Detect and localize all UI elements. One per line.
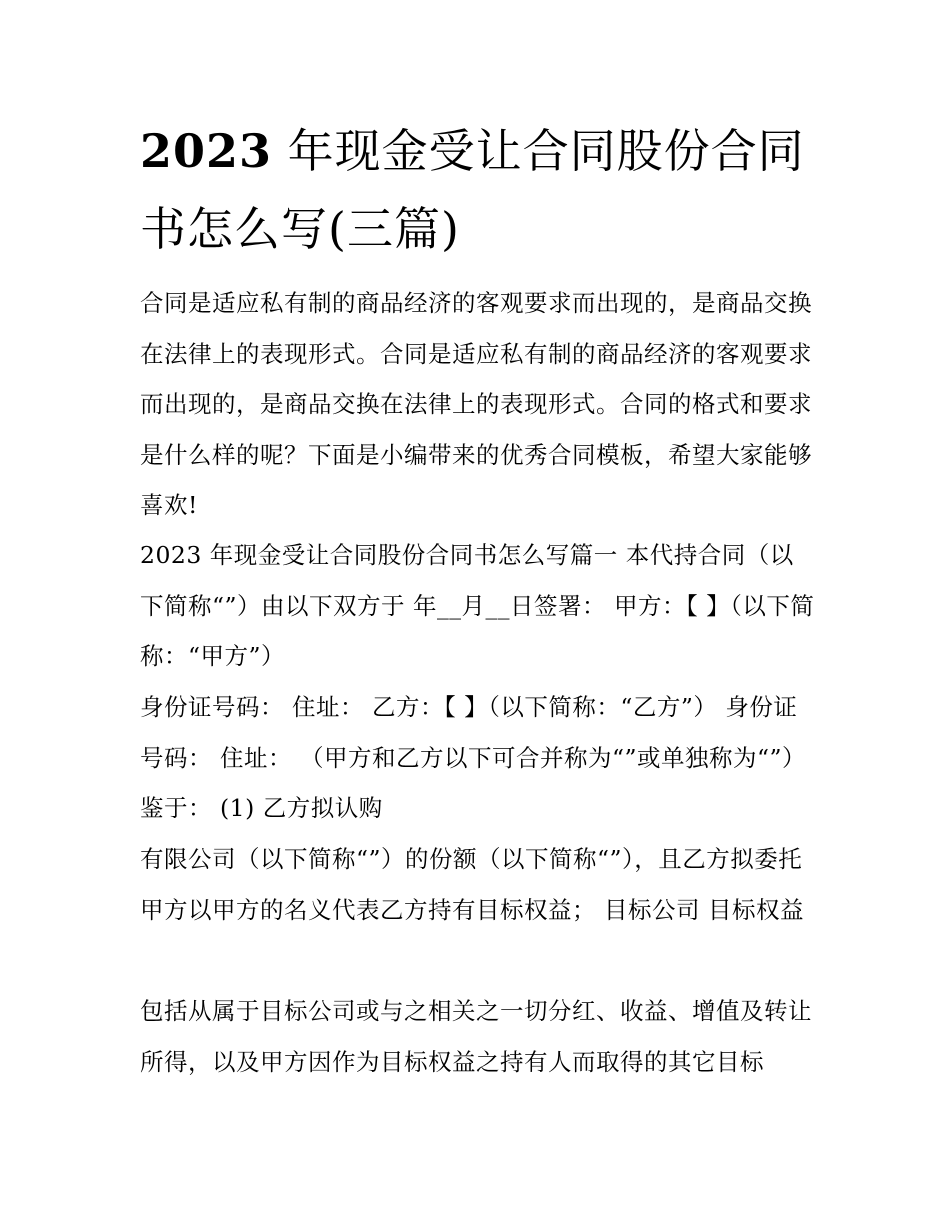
- party-info-paragraph: 身份证号码： 住址： 乙方：【 】（以下简称：“乙方”） 身份证号码： 住址： （甲方和乙方以下可合并称为“”或单独称为“”） 鉴于： (1) 乙方拟认购: [140, 693, 806, 822]
- target-interest-paragraph: 有限公司（以下简称“”）的份额（以下简称“”），且乙方拟委托甲方以甲方的名义代表乙方持有目标权益； 目标公司 目标权益: [140, 845, 804, 924]
- title-year: 2023: [140, 124, 273, 178]
- document-title: [140, 112, 820, 268]
- contract-opening-paragraph: 2023 年现金受让合同股份合同书怎么写篇一 本代持合同（以下简称“”）由以下双方于 年__月__日签署： 甲方：【 】（以下简称：“甲方”）: [140, 541, 815, 670]
- intro-paragraph: 合同是适应私有制的商品经济的客观要求而出现的，是商品交换在法律上的表现形式。合同是适应私有制的商品经济的客观要求而出现的，是商品交换在法律上的表现形式。合同的格式和要求是什么样的呢？下面是小编带来的优秀合同模板，希望大家能够喜欢!: [140, 289, 812, 519]
- title-text: 年现金受让合同股份合同书怎么写(三篇): [140, 124, 805, 256]
- interest-scope-paragraph: 包括从属于目标公司或与之相关之一切分红、收益、增值及转让所得，以及甲方因作为目标权益之持有人而取得的其它目标: [140, 997, 812, 1076]
